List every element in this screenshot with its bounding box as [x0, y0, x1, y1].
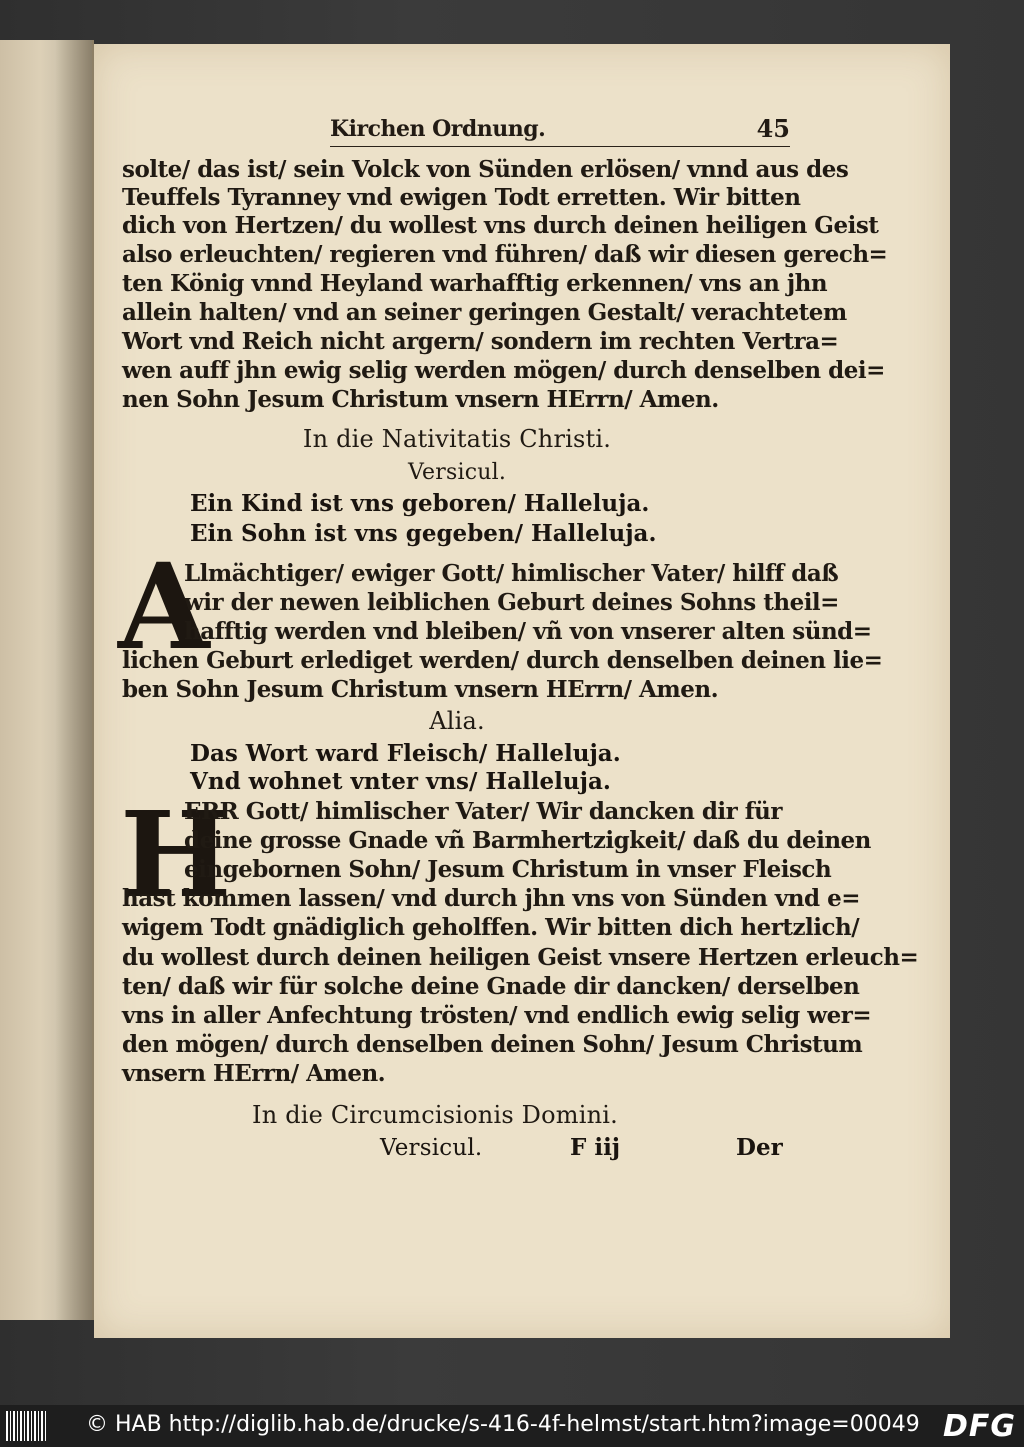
- section-heading: In die Circumcisionis Domini.: [252, 1101, 618, 1129]
- prayer-line: hast kommen lassen/ vnd durch jhn vns von Sünden vnd e=: [122, 885, 860, 912]
- prayer-line: den mögen/ durch denselben deinen Sohn/ Jesum Christum: [122, 1031, 863, 1058]
- decorated-initial: H: [120, 785, 232, 924]
- body-line: solte/ das ist/ sein Volck von Sünden erlösen/ vnnd aus des: [122, 156, 849, 183]
- body-line: dich von Hertzen/ du wollest vns durch deinen heiligen Geist: [122, 212, 879, 239]
- prayer-line: hafftig werden vnd bleiben/ vñ von vnserer alten sünd=: [184, 618, 872, 645]
- prayer-line: lichen Geburt erlediget werden/ durch denselben deinen lie=: [122, 647, 883, 674]
- catchline-versicul: Versicul.: [380, 1135, 483, 1161]
- head-rule: [330, 146, 790, 147]
- decorated-initial: A: [118, 537, 210, 676]
- running-head-title: Kirchen Ordnung.: [330, 116, 546, 142]
- body-line: Teuffels Tyranney vnd ewigen Todt erretten. Wir bitten: [122, 184, 801, 211]
- prayer-line: ben Sohn Jesum Christum vnsern HErrn/ Amen.: [122, 676, 719, 703]
- footer-source-link[interactable]: © HAB http://diglib.hab.de/drucke/s-416-4f-helmst/start.htm?image=00049: [86, 1412, 920, 1437]
- prayer-line: wir der newen leiblichen Geburt deines Sohns theil=: [184, 589, 839, 616]
- barcode-icon: [6, 1411, 46, 1441]
- versicle-line: Vnd wohnet vnter vns/ Halleluja.: [190, 768, 611, 795]
- dfg-logo: DFG: [942, 1409, 1016, 1444]
- prayer-line: ten/ daß wir für solche deine Gnade dir dancken/ derselben: [122, 973, 860, 1000]
- page-number: 45: [756, 114, 790, 143]
- body-line: allein halten/ vnd an seiner geringen Gestalt/ verachtetem: [122, 299, 847, 326]
- signature-mark: F iij: [570, 1134, 621, 1161]
- prayer-line: deine grosse Gnade vñ Barmhertzigkeit/ daß du deinen: [184, 827, 871, 854]
- prayer-line: du wollest durch deinen heiligen Geist vnsere Hertzen erleuch=: [122, 944, 919, 971]
- prayer-line: wigem Todt gnädiglich geholffen. Wir bitten dich hertzlich/: [122, 914, 860, 941]
- body-line: also erleuchten/ regieren vnd führen/ daß wir diesen gerech=: [122, 241, 888, 268]
- prayer-line: vns in aller Anfechtung trösten/ vnd endlich ewig selig wer=: [122, 1002, 872, 1029]
- book-edge-shadow: [40, 40, 92, 1320]
- alia-heading: Alia.: [429, 707, 485, 735]
- body-line: nen Sohn Jesum Christum vnsern HErrn/ Amen.: [122, 386, 719, 413]
- catchword: Der: [736, 1134, 783, 1161]
- prayer-line: eingebornen Sohn/ Jesum Christum in vnser Fleisch: [184, 856, 832, 883]
- body-line: Wort vnd Reich nicht argern/ sondern im rechten Vertra=: [122, 328, 839, 355]
- prayer-line: Llmächtiger/ ewiger Gott/ himlischer Vater/ hilff daß: [184, 560, 839, 587]
- footer-bar: [0, 1405, 1024, 1447]
- body-line: ten König vnnd Heyland warhafftig erkennen/ vns an jhn: [122, 270, 828, 297]
- versicul-label: Versicul.: [407, 460, 507, 485]
- section-heading: In die Nativitatis Christi.: [302, 425, 612, 453]
- prayer-line: vnsern HErrn/ Amen.: [122, 1060, 386, 1087]
- running-head: [330, 116, 790, 150]
- body-line: wen auff jhn ewig selig werden mögen/ durch denselben dei=: [122, 357, 885, 384]
- versicle-line: Ein Sohn ist vns gegeben/ Halleluja.: [190, 520, 657, 547]
- prayer-line: ERR Gott/ himlischer Vater/ Wir dancken dir für: [184, 798, 783, 825]
- versicle-line: Ein Kind ist vns geboren/ Halleluja.: [190, 490, 650, 517]
- versicle-line: Das Wort ward Fleisch/ Halleluja.: [190, 740, 621, 767]
